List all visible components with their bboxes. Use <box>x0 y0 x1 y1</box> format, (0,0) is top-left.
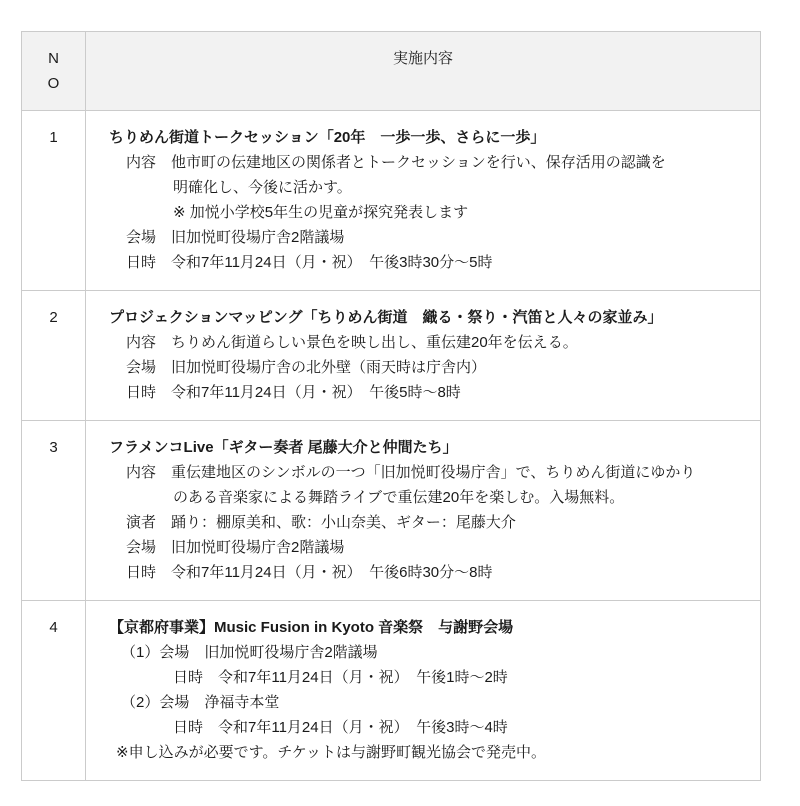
event-note-line: ※申し込みが必要です。チケットは与謝野町観光協会で発売中。 <box>116 744 547 761</box>
table-row <box>22 420 760 600</box>
header-no-cell <box>22 32 86 110</box>
event-note-line: ※ 加悦小学校5年生の児童が探究発表します <box>173 204 469 221</box>
row-number: 4 <box>22 601 86 780</box>
table-header-row <box>22 32 760 110</box>
event-title: 【京都府事業】Music Fusion in Kyoto 音楽祭 与謝野会場 <box>109 619 514 636</box>
event-detail-line: のある音楽家による舞踏ライブで重伝建20年を楽しむ。入場無料。 <box>173 489 625 506</box>
event-detail-line: 日時 令和7年11月24日（月・祝） 午後1時～2時 <box>173 669 508 686</box>
row-content-cell <box>86 111 760 290</box>
table-row <box>22 110 760 290</box>
event-detail-line: 内容 重伝建地区のシンボルの一つ「旧加悦町役場庁舎」で、ちりめん街道にゆかり <box>126 464 696 481</box>
event-detail-line: （1）会場 旧加悦町役場庁舎2階議場 <box>121 644 378 661</box>
event-detail-line: （2）会場 浄福寺本堂 <box>121 694 280 711</box>
event-detail-line: 会場 旧加悦町役場庁舎の北外壁（雨天時は庁舎内） <box>126 359 487 376</box>
event-detail-line: 会場 旧加悦町役場庁舎2階議場 <box>126 229 345 246</box>
event-detail-line: 内容 他市町の伝建地区の関係者とトークセッションを行い、保存活用の認識を <box>126 154 666 171</box>
event-title: プロジェクションマッピング「ちりめん街道 織る・祭り・汽笛と人々の家並み」 <box>109 309 663 326</box>
event-detail-line: 日時 令和7年11月24日（月・祝） 午後6時30分～8時 <box>126 564 493 581</box>
events-table <box>21 31 761 781</box>
event-detail-line: 演者 踊り：棚原美和、歌：小山奈美、ギター：尾藤大介 <box>126 514 516 531</box>
row-number: 2 <box>22 291 86 420</box>
header-content-cell <box>86 32 760 110</box>
header-no-label: NO <box>47 50 60 92</box>
event-detail-line: 内容 ちりめん街道らしい景色を映し出し、重伝建20年を伝える。 <box>126 334 578 351</box>
event-detail-line: 日時 令和7年11月24日（月・祝） 午後3時30分～5時 <box>126 254 493 271</box>
table-row <box>22 600 760 780</box>
row-content-cell <box>86 421 760 600</box>
table-row <box>22 290 760 420</box>
event-detail-line: 明確化し、今後に活かす。 <box>173 179 352 196</box>
event-detail-line: 日時 令和7年11月24日（月・祝） 午後5時～8時 <box>126 384 461 401</box>
event-title: ちりめん街道トークセッション「20年 一歩一歩、さらに一歩」 <box>109 129 546 146</box>
row-content-cell <box>86 291 760 420</box>
row-number: 3 <box>22 421 86 600</box>
event-detail-line: 日時 令和7年11月24日（月・祝） 午後3時～4時 <box>173 719 508 736</box>
row-number: 1 <box>22 111 86 290</box>
event-detail-line: 会場 旧加悦町役場庁舎2階議場 <box>126 539 345 556</box>
row-content-cell <box>86 601 760 780</box>
event-title: フラメンコLive「ギター奏者 尾藤大介と仲間たち」 <box>109 439 458 456</box>
header-content-label: 実施内容 <box>392 50 453 67</box>
